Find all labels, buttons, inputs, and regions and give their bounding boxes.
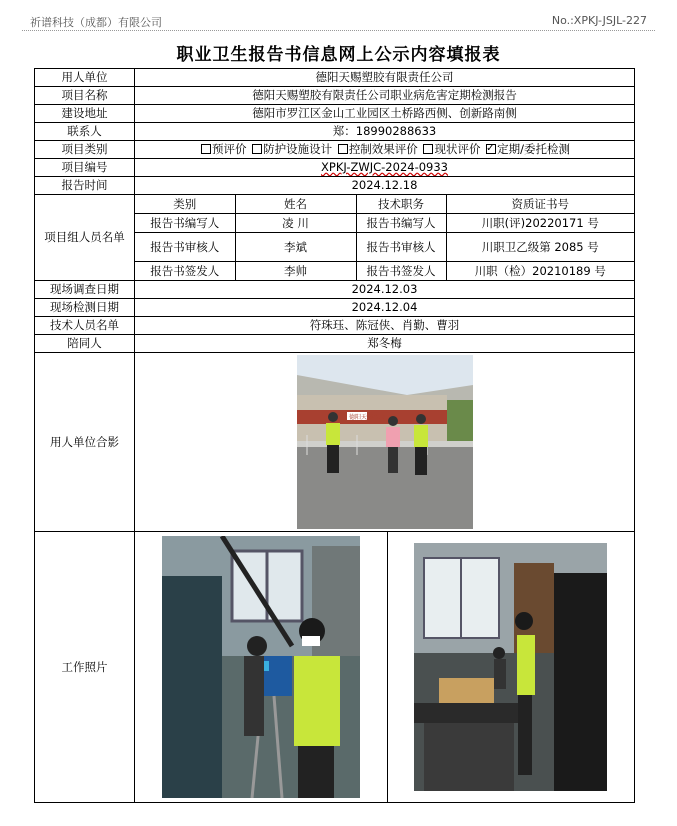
team-cert: 川职卫乙级第 2085 号 [446,233,634,262]
row-category [35,141,635,159]
team-name: 李帅 [235,262,356,281]
escort-label: 陪同人 [35,335,135,353]
header-company: 祈谱科技（成都）有限公司 [30,16,162,29]
checkbox-protection-design[interactable] [252,144,262,154]
work-photo-2 [414,543,607,791]
team-row [135,214,634,233]
work-photo-1-image [162,536,360,798]
team-label-text: 项目组人员名单 [44,230,125,244]
group-photo-label: 用人单位合影 [35,353,135,532]
code-text: XPKJ-ZWJC-2024-0933 [321,160,448,174]
group-photo [297,355,473,529]
work-photos-label: 工作照片 [35,532,135,803]
team-header-name: 姓名 [235,195,356,214]
team-header-cert: 资质证书号 [446,195,634,214]
option-status-eval: 现状评价 [434,142,481,156]
techs-label: 技术人员名单 [35,317,135,335]
check-mark-icon: ✓ [486,143,495,154]
checkbox-pre-eval[interactable] [201,144,211,154]
team-header-title: 技术职务 [356,195,446,214]
work-photo-1-cell [135,532,387,802]
team-cert: 川职（检）20210189 号 [446,262,634,281]
row-survey-date [35,281,635,299]
work-photos-cell [135,532,635,803]
survey-date-value: 2024.12.03 [135,281,635,299]
team-role: 报告书审核人 [135,233,235,262]
page-header [22,10,655,31]
row-unit [35,69,635,87]
team-cell [135,195,635,281]
team-role: 报告书签发人 [135,262,235,281]
option-pre-eval: 预评价 [212,142,247,156]
option-control-eval: 控制效果评价 [348,142,418,156]
team-header-role: 类别 [135,195,235,214]
checkbox-periodic-check[interactable] [486,144,496,154]
team-role: 报告书编写人 [135,214,235,233]
team-row [135,233,634,262]
header-doc-number: No.:XPKJ-JSJL-227 [551,14,647,27]
address-label: 建设地址 [35,105,135,123]
row-detect-date [35,299,635,317]
project-value: 德阳天赐塑胶有限责任公司职业病危害定期检测报告 [135,87,635,105]
unit-label: 用人单位 [35,69,135,87]
row-work-photos [35,532,635,803]
project-label: 项目名称 [35,87,135,105]
row-techs [35,317,635,335]
row-team [35,195,635,281]
team-header-row [135,195,634,214]
team-table [135,195,634,280]
techs-value: 符珠珏、陈冠侠、肖勤、曹羽 [135,317,635,335]
address-value: 德阳市罗江区金山工业园区土桥路西侧、创新路南侧 [135,105,635,123]
work-photo-1 [162,536,360,798]
form-table [34,68,635,803]
team-title: 报告书审核人 [356,233,446,262]
detect-date-label: 现场检测日期 [35,299,135,317]
checkbox-control-eval[interactable] [338,144,348,154]
team-label [35,195,135,281]
row-report-time [35,177,635,195]
report-time-value: 2024.12.18 [135,177,635,195]
category-options [135,141,635,159]
work-photos-table [135,532,634,802]
checkbox-status-eval[interactable] [423,144,433,154]
option-protection-design: 防护设施设计 [263,142,333,156]
team-title: 报告书签发人 [356,262,446,281]
team-row [135,262,634,281]
page-title: 职业卫生报告书信息网上公示内容填报表 [176,45,501,65]
row-project [35,87,635,105]
team-cert: 川职(评)20220171 号 [446,214,634,233]
detect-date-value: 2024.12.04 [135,299,635,317]
row-code [35,159,635,177]
work-photo-2-image [414,543,607,791]
category-label: 项目类别 [35,141,135,159]
team-name: 李斌 [235,233,356,262]
group-photo-image [297,355,473,529]
contact-label: 联系人 [35,123,135,141]
code-value [135,159,635,177]
group-photo-sign: 德阳天赐塑胶 [348,414,385,421]
escort-value: 郑冬梅 [135,335,635,353]
group-photo-cell [135,353,635,532]
team-name: 凌 川 [235,214,356,233]
unit-value: 德阳天赐塑胶有限责任公司 [135,69,635,87]
row-escort [35,335,635,353]
row-address [35,105,635,123]
survey-date-label: 现场调查日期 [35,281,135,299]
contact-value: 郑：18990288633 [135,123,635,141]
team-title: 报告书编写人 [356,214,446,233]
work-photos-row [135,532,634,802]
option-periodic-check: 定期/委托检测 [497,142,570,156]
row-contact [35,123,635,141]
report-time-label: 报告时间 [35,177,135,195]
work-photo-2-cell [387,532,634,802]
code-label: 项目编号 [35,159,135,177]
row-group-photo [35,353,635,532]
